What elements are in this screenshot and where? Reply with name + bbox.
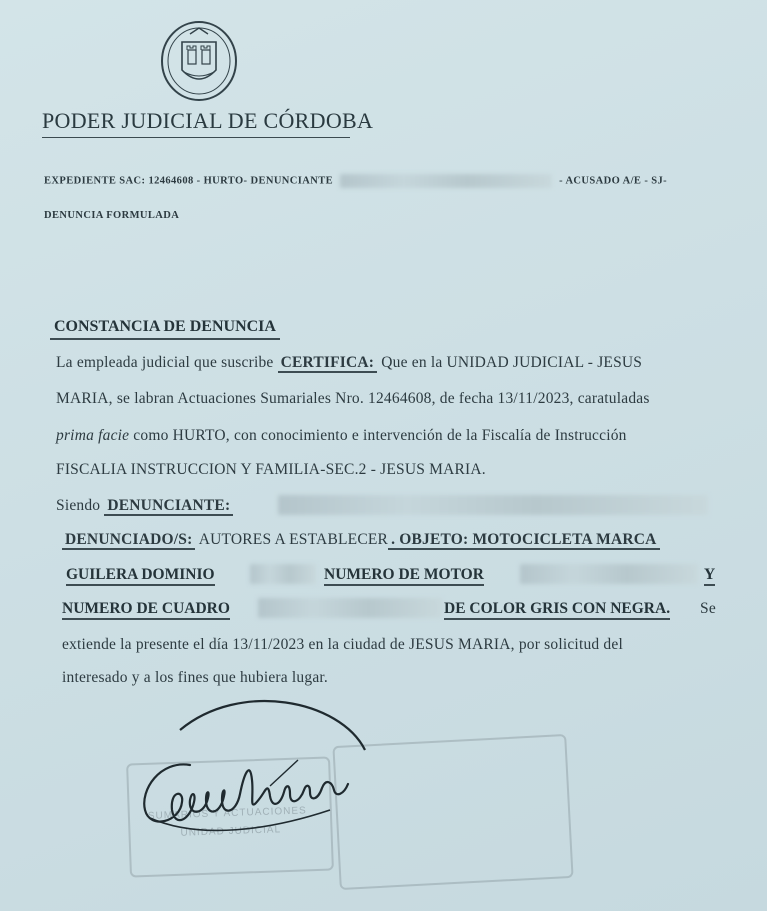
stamp-text-2: UNIDAD JUDICIAL [180, 824, 282, 839]
redacted-domain [250, 564, 316, 584]
denunciado-label: DENUNCIADO/S: [62, 531, 195, 550]
y-connector: Y [704, 566, 715, 586]
body-line-6 [62, 531, 660, 549]
header-rule [42, 137, 350, 138]
se-text: Se [700, 600, 716, 617]
document-heading: CONSTANCIA DE DENUNCIA [50, 316, 280, 340]
expediente-suffix: - ACUSADO A/E - SJ- [559, 175, 668, 187]
body-line-4: FISCALIA INSTRUCCION Y FAMILIA-SEC.2 - JESUS MARIA. [56, 461, 486, 478]
siendo-text: Siendo [56, 497, 105, 514]
stamp-text-1: SUMARIOS Y ACTUACIONES [147, 805, 307, 822]
expediente-line [44, 174, 667, 188]
handwritten-signature [120, 690, 380, 860]
body-line-10: interesado y a los fines que hubiera lugar. [62, 669, 328, 686]
organization-name: PODER JUDICIAL DE CÓRDOBA [42, 108, 374, 133]
body-line-3 [56, 427, 627, 445]
dominio-label: GUILERA DOMINIO [66, 566, 215, 586]
expediente-middle: - HURTO- DENUNCIANTE [196, 175, 334, 187]
body-line-2: MARIA, se labran Actuaciones Sumariales Nro. 12464608, de fecha 13/11/2023, caratuladas [56, 390, 650, 407]
line3-text: como HURTO, con conocimiento e intervención de la Fiscalía de Instrucción [129, 427, 627, 444]
color-label: DE COLOR GRIS CON NEGRA. [444, 600, 670, 620]
motor-label: NUMERO DE MOTOR [324, 566, 484, 586]
line1-text: La empleada judicial que suscribe [56, 354, 278, 371]
expediente-prefix: EXPEDIENTE SAC: [44, 175, 146, 187]
denunciante-label: DENUNCIANTE: [104, 497, 233, 516]
redacted-motor-number [520, 564, 698, 584]
cuadro-label: NUMERO DE CUADRO [62, 600, 230, 620]
body-line-9: extiende la presente el día 13/11/2023 en la ciudad de JESUS MARIA, por solicitud del [62, 636, 623, 653]
autores-text: AUTORES A ESTABLECER [195, 531, 389, 548]
certifica-label: CERTIFICA: [278, 354, 378, 373]
body-line-1 [56, 354, 642, 372]
expediente-line-2: DENUNCIA FORMULADA [44, 210, 180, 221]
redacted-complainant-name [340, 174, 552, 188]
prima-facie-text: prima facie [56, 427, 130, 444]
redacted-frame-number [258, 598, 442, 618]
coat-of-arms-seal [160, 20, 238, 102]
expediente-number: 12464608 [148, 175, 194, 187]
body-line-5 [56, 497, 233, 515]
redacted-complainant [278, 495, 708, 515]
line1-text-end: Que en la UNIDAD JUDICIAL - JESUS [377, 354, 643, 371]
objeto-label: . OBJETO: MOTOCICLETA MARCA [388, 531, 660, 550]
